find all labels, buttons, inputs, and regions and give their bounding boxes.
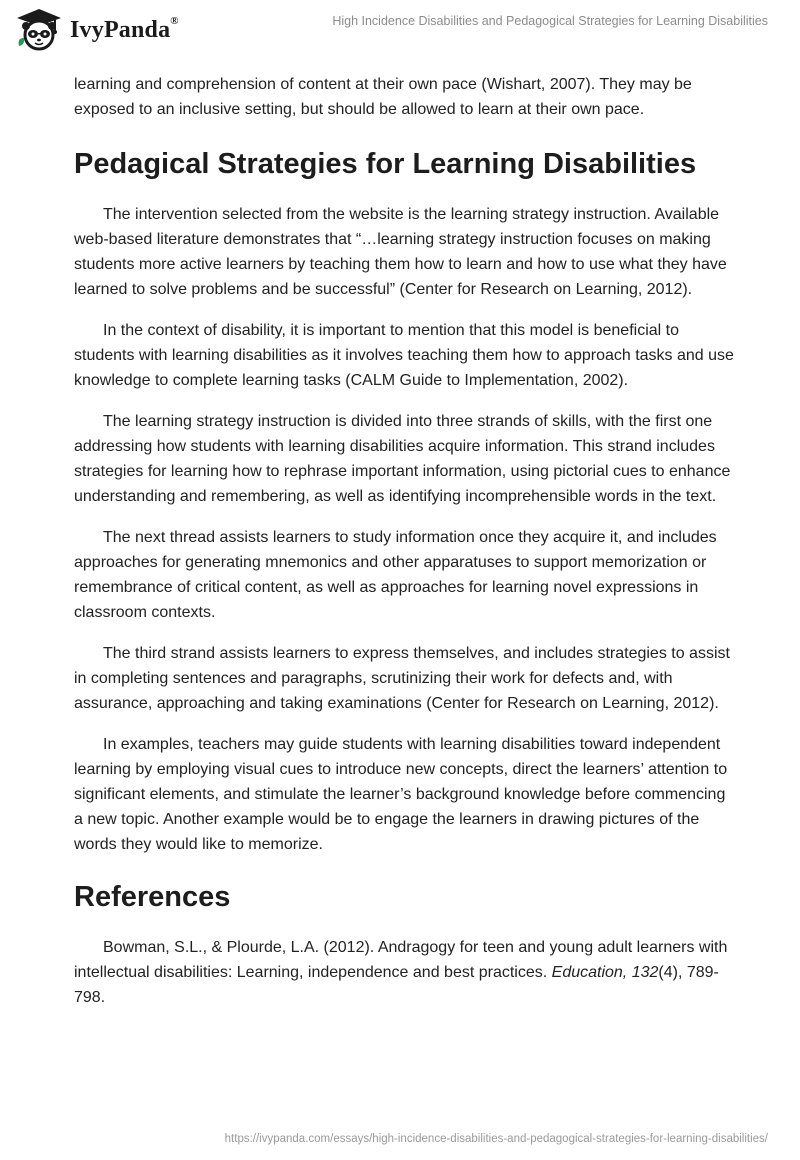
reference-entry [74,935,734,1010]
intro-paragraph: learning and comprehension of content at their own pace (Wishart, 2007). They may be exposed to an inclusive setting, but should be allowed to learn at their own pace. [74,76,692,118]
reference-text: Bowman, S.L., & Plourde, L.A. (2012). Andragogy for teen and young adult learners with intellectual disabilities: Learning, independence and best practices. [74,939,728,981]
document-title: High Incidence Disabilities and Pedagogical Strategies for Learning Disabilities [332,14,768,28]
reference-journal: Education, 132 [551,964,659,981]
references-heading: References [74,881,231,913]
section-heading: Pedagical Strategies for Learning Disabilities [74,148,697,180]
ivypanda-logo[interactable] [14,8,179,52]
essay-content [74,72,734,1010]
trademark-symbol: ® [170,14,179,27]
body-paragraph: The third strand assists learners to express themselves, and includes strategies to assist in completing sentences and paragraphs, scrutinizing their work for defects and, with assurance, approaching and taking examinations (Center for Research on Learning, 2012). [74,645,730,712]
body-paragraph: In the context of disability, it is important to mention that this model is beneficial to students with learning disabilities as it involves teaching them how to approach tasks and use knowledge to complete learning tasks (CALM Guide to Implementation, 2002). [74,322,734,389]
body-paragraph: The intervention selected from the website is the learning strategy instruction. Available web-based literature demonstrates that “…learning strategy instruction focuses on making students more active learners by teaching them how to learn and how to use what they have learned to solve problems and be successful” (Center for Research on Learning, 2012). [74,206,727,298]
source-url[interactable]: https://ivypanda.com/essays/high-incidence-disabilities-and-pedagogical-strategies-for-learning-disabilities/ [224,1133,768,1145]
panda-graduate-icon [14,8,64,52]
page-header [0,0,800,62]
body-paragraph: In examples, teachers may guide students with learning disabilities toward independent learning by employing visual cues to introduce new concepts, direct the learners’ attention to significant elements, and stimulate the learner’s background knowledge before commencing a new topic. Another example would be to engage the learners in drawing pictures of the words they would like to memorize. [74,736,728,853]
brand-name: IvyPanda® [70,14,179,43]
body-paragraph: The learning strategy instruction is divided into three strands of skills, with the first one addressing how students with learning disabilities acquire information. This strand includes strategies for learning how to rephrase important information, using pictorial cues to enhance understanding and remembering, as well as identifying incomprehensible words in the text. [74,413,731,505]
body-paragraph: The next thread assists learners to study information once they acquire it, and includes approaches for generating mnemonics and other apparatuses to support memorization or remembrance of critical content, as well as approaches for learning novel expressions in classroom contexts. [74,529,717,621]
reference-issue: (4), 789-798. [74,964,719,1006]
